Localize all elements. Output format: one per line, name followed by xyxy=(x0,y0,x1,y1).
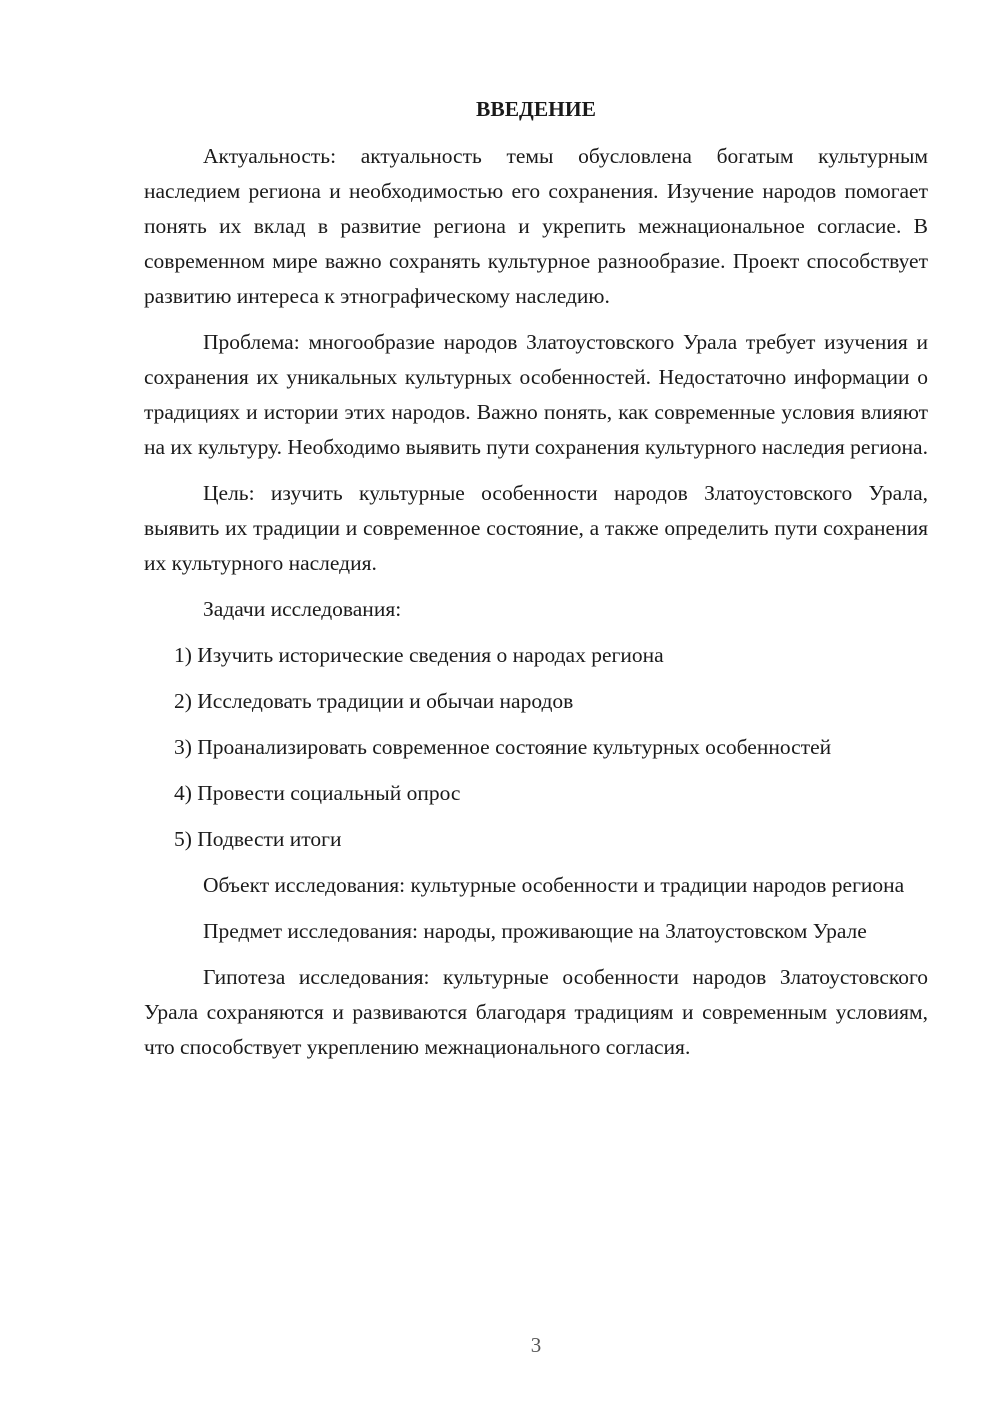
paragraph-goal: Цель: изучить культурные особенности народов Златоустовского Урала, выявить их традиции и современное состояние, а также определить пути сохранения их культурного наследия. xyxy=(144,481,928,575)
task-item-3: 3) Проанализировать современное состояние культурных особенностей xyxy=(174,735,832,759)
paragraph-subject: Предмет исследования: народы, проживающие на Златоустовском Урале xyxy=(203,919,867,943)
page-number: 3 xyxy=(530,1333,542,1357)
task-item-5: 5) Подвести итоги xyxy=(174,827,342,851)
tasks-heading: Задачи исследования: xyxy=(203,597,402,621)
task-item-1: 1) Изучить исторические сведения о народах региона xyxy=(174,643,664,667)
paragraph-problem: Проблема: многообразие народов Златоустовского Урала требует изучения и сохранения их уникальных культурных особенностей. Недостаточно информации о традициях и истории этих народов. Важно понять, как современные условия влияют на их культуру. Необходимо выявить пути сохранения культурного наследия региона. xyxy=(144,330,928,459)
task-item-4: 4) Провести социальный опрос xyxy=(174,781,461,805)
page-content xyxy=(144,92,928,1076)
task-item-2: 2) Исследовать традиции и обычаи народов xyxy=(174,689,574,713)
page-title: ВВЕДЕНИЕ xyxy=(476,97,596,121)
paragraph-object: Объект исследования: культурные особенности и традиции народов региона xyxy=(203,873,905,897)
paragraph-relevance: Актуальность: актуальность темы обусловлена богатым культурным наследием региона и необходимостью его сохранения. Изучение народов помогает понять их вклад в развитие региона и укрепить межнациональное согласие. В современном мире важно сохранять культурное разнообразие. Проект способствует развитию интереса к этнографическому наследию. xyxy=(144,144,928,308)
paragraph-hypothesis: Гипотеза исследования: культурные особенности народов Златоустовского Урала сохраняются и развиваются благодаря традициям и современным условиям, что способствует укреплению межнационального согласия. xyxy=(144,965,928,1059)
